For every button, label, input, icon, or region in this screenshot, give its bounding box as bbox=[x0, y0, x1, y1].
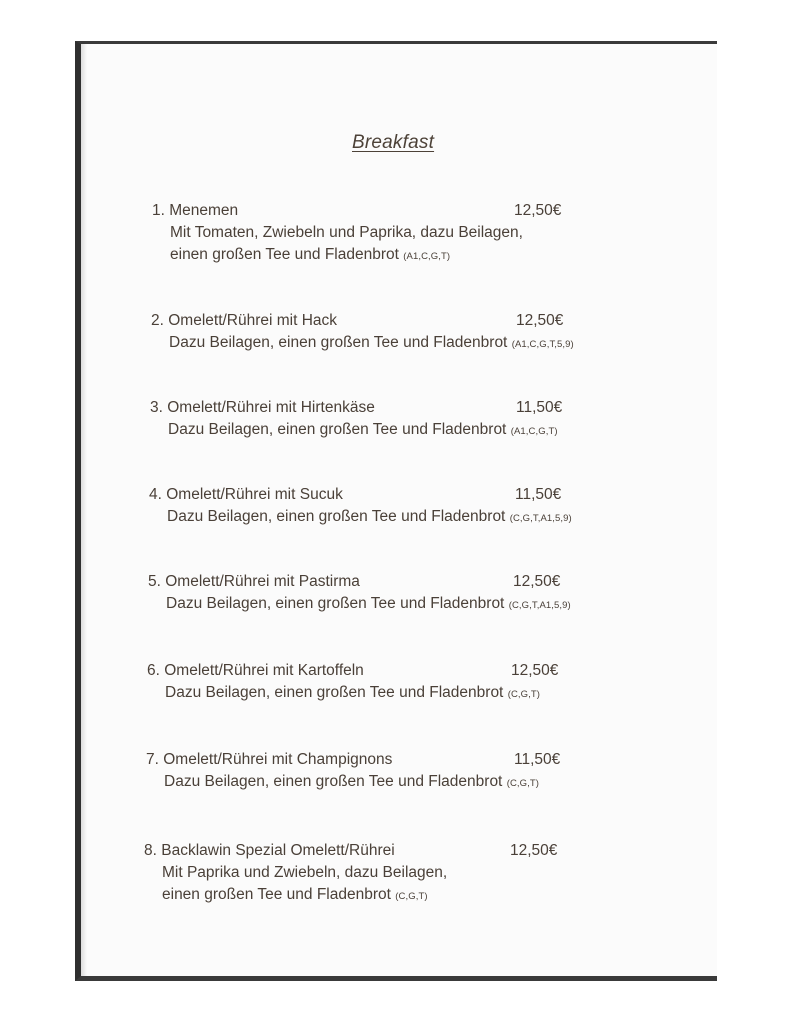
menu-item-price: 11,50€ bbox=[514, 751, 561, 768]
menu-title: Breakfast bbox=[352, 132, 435, 153]
menu-item-name: 5. Omelett/Rührei mit Pastirma bbox=[148, 573, 360, 590]
menu-item-name: 3. Omelett/Rührei mit Hirtenkäse bbox=[150, 399, 375, 416]
menu-item-description: Mit Tomaten, Zwiebeln und Paprika, dazu Beilagen, bbox=[170, 224, 523, 241]
menu-item-description: Dazu Beilagen, einen großen Tee und Fladenbrot (C,G,T) bbox=[164, 773, 540, 790]
menu-item bbox=[149, 484, 572, 530]
menu-item-allergens: (C,G,T) bbox=[507, 689, 541, 700]
menu-item-name: 4. Omelett/Rührei mit Sucuk bbox=[149, 486, 343, 503]
menu-item-description: Dazu Beilagen, einen großen Tee und Fladenbrot (A1,C,G,T) bbox=[168, 421, 558, 438]
menu-item-allergens: (C,G,T,A1,5,9) bbox=[508, 600, 571, 611]
menu-item-name: 1. Menemen bbox=[152, 202, 239, 219]
menu-item-name: 7. Omelett/Rührei mit Champignons bbox=[146, 751, 393, 768]
menu-item bbox=[152, 200, 562, 268]
menu-item-allergens: (A1,C,G,T) bbox=[403, 251, 451, 262]
menu-item-allergens: (C,G,T,A1,5,9) bbox=[509, 513, 572, 524]
menu-item-price: 12,50€ bbox=[514, 202, 562, 219]
menu-item-description: einen großen Tee und Fladenbrot (A1,C,G,T) bbox=[170, 246, 451, 263]
menu-item-description: Dazu Beilagen, einen großen Tee und Fladenbrot (A1,C,G,T,5,9) bbox=[169, 334, 574, 351]
menu-item-description: Mit Paprika und Zwiebeln, dazu Beilagen, bbox=[162, 864, 448, 881]
menu-item-price: 12,50€ bbox=[510, 842, 558, 859]
menu-item-price: 12,50€ bbox=[513, 573, 561, 590]
menu-item-allergens: (C,G,T) bbox=[506, 778, 540, 789]
menu-item-name: 2. Omelett/Rührei mit Hack bbox=[151, 312, 338, 329]
menu-item-head bbox=[147, 660, 559, 682]
menu-item bbox=[146, 749, 561, 795]
menu-item-description: einen großen Tee und Fladenbrot (C,G,T) bbox=[162, 886, 428, 903]
menu-item bbox=[150, 397, 563, 443]
menu-item-price: 11,50€ bbox=[515, 486, 562, 503]
menu-item-description: Dazu Beilagen, einen großen Tee und Fladenbrot (C,G,T,A1,5,9) bbox=[166, 595, 571, 612]
menu-item bbox=[147, 660, 559, 706]
menu-item-head bbox=[149, 484, 572, 506]
menu-item-allergens: (A1,C,G,T) bbox=[510, 426, 558, 437]
menu-item-head bbox=[148, 571, 571, 593]
menu-item bbox=[144, 840, 558, 908]
menu-item-description: Dazu Beilagen, einen großen Tee und Fladenbrot (C,G,T) bbox=[165, 684, 541, 701]
menu-item-name: 8. Backlawin Spezial Omelett/Rührei bbox=[144, 842, 395, 859]
menu-item-head bbox=[146, 749, 561, 771]
menu-item-name: 6. Omelett/Rührei mit Kartoffeln bbox=[147, 662, 364, 679]
menu-item-price: 12,50€ bbox=[516, 312, 564, 329]
menu-item bbox=[151, 310, 574, 356]
menu-item-allergens: (A1,C,G,T,5,9) bbox=[511, 339, 574, 350]
menu-item-allergens: (C,G,T) bbox=[395, 891, 428, 902]
sheet-edge-shadow bbox=[81, 44, 87, 976]
menu-item-head bbox=[144, 840, 558, 862]
menu-item bbox=[148, 571, 571, 617]
menu-item-head bbox=[151, 310, 574, 332]
menu-item-head bbox=[152, 200, 562, 222]
menu-item-price: 12,50€ bbox=[511, 662, 559, 679]
menu-item-price: 11,50€ bbox=[516, 399, 563, 416]
menu-item-description: Dazu Beilagen, einen großen Tee und Fladenbrot (C,G,T,A1,5,9) bbox=[167, 508, 572, 525]
menu-item-head bbox=[150, 397, 563, 419]
